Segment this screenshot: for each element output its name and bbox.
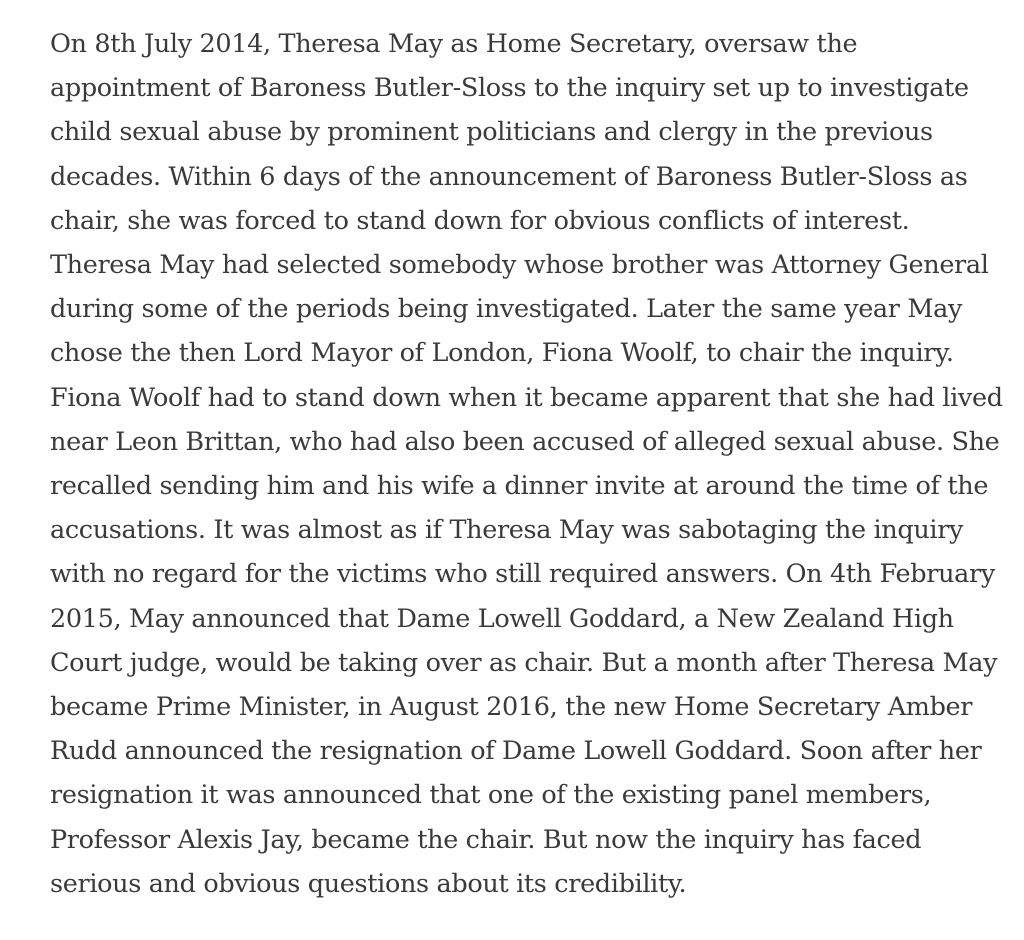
paragraph-line: 2015, May announced that Dame Lowell Goddard, a New Zealand High [50,603,954,634]
paragraph-line: child sexual abuse by prominent politicians and clergy in the previous [50,117,933,148]
paragraph-line: On 8th July 2014, Theresa May as Home Secretary, oversaw the [50,29,858,59]
paragraph-line: Fiona Woolf had to stand down when it became apparent that she had lived [50,382,1003,413]
paragraph-line: recalled sending him and his wife a dinner invite at around the time of the [50,471,989,502]
paragraph-line: chair, she was forced to stand down for obvious conflicts of interest. [50,205,910,236]
paragraph-line: accusations. It was almost as if Theresa May was sabotaging the inquiry [50,515,964,546]
article-body [50,22,1010,906]
paragraph-line: during some of the periods being investigated. Later the same year May [50,294,963,325]
paragraph-line: near Leon Brittan, who had also been accused of alleged sexual abuse. She [50,426,1000,457]
paragraph-line: became Prime Minister, in August 2016, the new Home Secretary Amber [50,692,973,723]
paragraph-line: Theresa May had selected somebody whose brother was Attorney General [50,250,989,281]
paragraph-line: decades. Within 6 days of the announcement of Baroness Butler-Sloss as [50,161,968,192]
paragraph-line: Rudd announced the resignation of Dame Lowell Goddard. Soon after her [50,736,982,767]
paragraph-line: resignation it was announced that one of the existing panel members, [50,780,932,811]
paragraph-line: Court judge, would be taking over as chair. But a month after Theresa May [50,647,998,678]
paragraph-line: serious and obvious questions about its credibility. [50,868,687,899]
paragraph-line: Professor Alexis Jay, became the chair. But now the inquiry has faced [50,824,922,855]
paragraph-line: appointment of Baroness Butler-Sloss to the inquiry set up to investigate [50,73,969,104]
article-paragraph [50,22,1010,906]
paragraph-line: with no regard for the victims who still required answers. On 4th February [50,559,995,590]
paragraph-line: chose the then Lord Mayor of London, Fiona Woolf, to chair the inquiry. [50,338,954,369]
